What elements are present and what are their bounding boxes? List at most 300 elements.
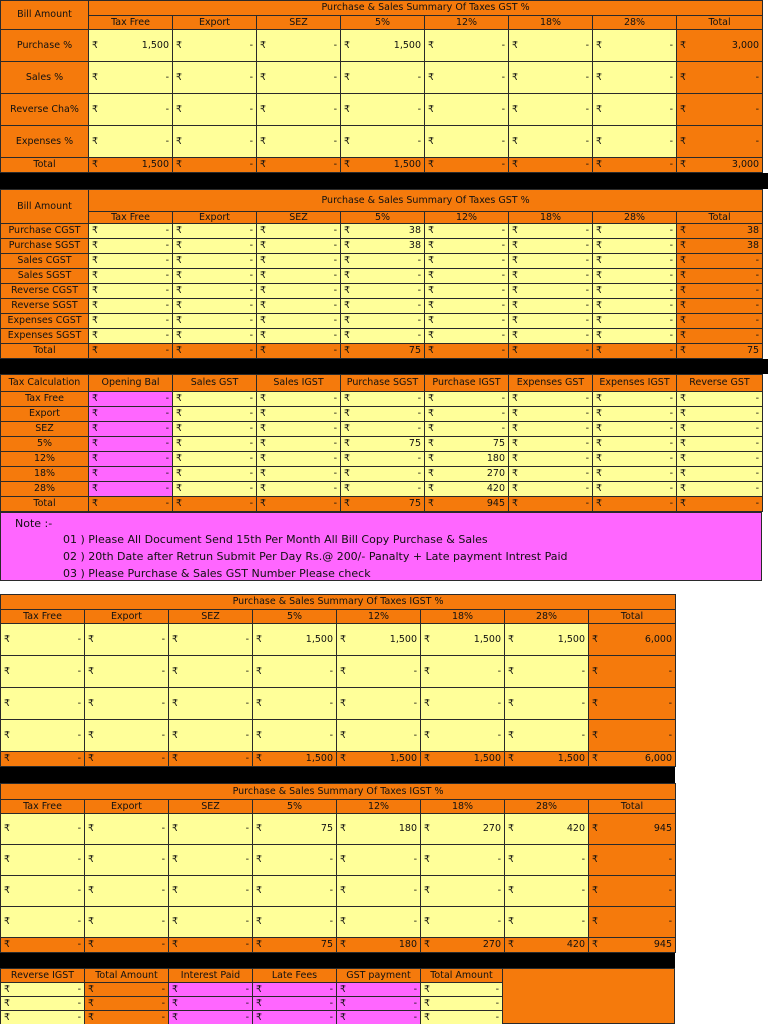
value-wrap (172, 814, 249, 844)
rupee-symbol: ₹ (176, 103, 183, 115)
value-cell (593, 126, 677, 158)
value-cell (257, 284, 341, 299)
value-wrap (256, 656, 333, 687)
value-wrap (260, 344, 337, 358)
value-text: - (413, 665, 417, 677)
rupee-symbol: ₹ (680, 240, 687, 252)
value-text: - (669, 240, 673, 252)
table-row (1, 482, 763, 497)
value-wrap (92, 497, 169, 511)
rupee-symbol: ₹ (260, 103, 267, 115)
value-text: 945 (653, 823, 673, 835)
value-wrap (344, 284, 421, 298)
value-cell (85, 845, 169, 876)
value-text: - (329, 854, 333, 866)
rupee-symbol: ₹ (344, 103, 351, 115)
value-text: - (161, 753, 165, 765)
value-cell (169, 876, 253, 907)
note-line: 01 ) Please All Document Send 15th Per Month All Bill Copy Purchase & Sales (63, 533, 488, 546)
rupee-symbol: ₹ (256, 1011, 263, 1023)
value-wrap (428, 422, 505, 436)
value-cell (425, 437, 509, 452)
table-row (1, 392, 763, 407)
value-text: - (333, 240, 337, 252)
table-row (1, 30, 763, 62)
rupee-symbol: ₹ (92, 135, 99, 147)
rupee-symbol: ₹ (680, 408, 687, 420)
rupee-symbol: ₹ (176, 423, 183, 435)
rupee-symbol: ₹ (596, 71, 603, 83)
value-wrap (512, 392, 589, 406)
row-label: Total (1, 158, 89, 173)
rupee-symbol: ₹ (596, 315, 603, 327)
value-wrap (680, 239, 759, 253)
value-cell (173, 497, 257, 512)
column-header: 28% (505, 610, 589, 624)
rupee-symbol: ₹ (340, 854, 347, 866)
value-cell (173, 224, 257, 239)
value-wrap (428, 467, 505, 481)
value-cell (337, 688, 421, 720)
value-text: - (329, 983, 333, 995)
value-wrap (508, 624, 585, 655)
value-wrap (172, 752, 249, 766)
column-header: Interest Paid (169, 969, 253, 983)
value-wrap (92, 329, 169, 343)
row-label: 28% (1, 482, 89, 497)
value-wrap (4, 656, 81, 687)
rupee-symbol: ₹ (172, 854, 179, 866)
value-text: 1,500 (389, 753, 417, 765)
rupee-symbol: ₹ (176, 135, 183, 147)
value-text: - (581, 916, 585, 928)
rupee-symbol: ₹ (512, 438, 519, 450)
rupee-symbol: ₹ (428, 159, 435, 171)
value-cell (593, 224, 677, 239)
value-cell (169, 938, 253, 953)
value-wrap (344, 30, 421, 61)
row-label: SEZ (1, 422, 89, 437)
rupee-symbol: ₹ (596, 103, 603, 115)
value-text: - (165, 330, 169, 342)
value-cell (593, 269, 677, 284)
value-text: - (495, 997, 499, 1009)
value-wrap (680, 299, 759, 313)
rupee-symbol: ₹ (92, 483, 99, 495)
value-wrap (340, 876, 417, 906)
value-wrap (88, 907, 165, 937)
column-header: Purchase IGST (425, 375, 509, 392)
value-cell (677, 329, 763, 344)
value-cell (589, 752, 676, 767)
rupee-symbol: ₹ (260, 483, 267, 495)
value-text: - (669, 71, 673, 83)
value-wrap (88, 688, 165, 719)
value-text: - (245, 729, 249, 741)
value-cell (173, 392, 257, 407)
value-text: - (249, 39, 253, 51)
table-row (1, 688, 676, 720)
rupee-symbol: ₹ (260, 255, 267, 267)
rupee-symbol: ₹ (344, 330, 351, 342)
value-cell (425, 467, 509, 482)
value-cell (505, 814, 589, 845)
value-text: - (249, 240, 253, 252)
value-wrap (596, 62, 673, 93)
rupee-symbol: ₹ (428, 270, 435, 282)
value-text: - (77, 916, 81, 928)
rupee-symbol: ₹ (176, 498, 183, 510)
rupee-symbol: ₹ (680, 453, 687, 465)
value-cell (1, 656, 85, 688)
value-text: - (495, 983, 499, 995)
value-text: - (669, 453, 673, 465)
value-text: - (249, 103, 253, 115)
value-wrap (512, 299, 589, 313)
rupee-symbol: ₹ (344, 285, 351, 297)
value-text: - (77, 983, 81, 995)
column-header: 18% (421, 800, 505, 814)
value-wrap (596, 239, 673, 253)
rupee-symbol: ₹ (428, 393, 435, 405)
value-wrap (92, 239, 169, 253)
rupee-symbol: ₹ (424, 854, 431, 866)
value-wrap (508, 752, 585, 766)
rupee-symbol: ₹ (512, 71, 519, 83)
empty-panel (502, 968, 675, 1024)
row-label: 12% (1, 452, 89, 467)
column-header: Expenses IGST (593, 375, 677, 392)
rupee-symbol: ₹ (256, 939, 263, 951)
row-label: 18% (1, 467, 89, 482)
value-cell (677, 482, 763, 497)
value-cell (677, 437, 763, 452)
value-cell (341, 407, 425, 422)
value-cell (85, 983, 169, 997)
row-label: Sales % (1, 62, 89, 94)
value-cell (677, 452, 763, 467)
value-cell (593, 239, 677, 254)
value-wrap (176, 407, 253, 421)
value-cell (337, 814, 421, 845)
value-wrap (344, 126, 421, 157)
value-cell (509, 314, 593, 329)
value-cell (89, 269, 173, 284)
value-text: - (161, 983, 165, 995)
value-cell (85, 814, 169, 845)
value-cell (85, 938, 169, 953)
value-wrap (344, 314, 421, 328)
rupee-symbol: ₹ (260, 345, 267, 357)
rupee-symbol: ₹ (592, 885, 599, 897)
value-wrap (260, 269, 337, 283)
value-wrap (88, 814, 165, 844)
value-text: - (669, 225, 673, 237)
value-cell (341, 269, 425, 284)
value-wrap (4, 688, 81, 719)
value-wrap (428, 254, 505, 268)
rupee-symbol: ₹ (172, 939, 179, 951)
value-text: - (755, 453, 759, 465)
igst-tax-summary-table (0, 783, 676, 953)
value-text: - (417, 423, 421, 435)
column-header: SEZ (257, 212, 341, 224)
value-text: - (417, 255, 421, 267)
value-text: - (501, 315, 505, 327)
rupee-symbol: ₹ (428, 71, 435, 83)
value-cell (677, 407, 763, 422)
value-cell (589, 845, 676, 876)
rupee-symbol: ₹ (424, 697, 431, 709)
value-cell (505, 938, 589, 953)
value-wrap (176, 467, 253, 481)
value-wrap (260, 467, 337, 481)
value-cell (253, 814, 337, 845)
value-text: 1,500 (557, 753, 585, 765)
value-text: - (669, 270, 673, 282)
rupee-symbol: ₹ (176, 438, 183, 450)
value-wrap (508, 876, 585, 906)
value-cell (173, 422, 257, 437)
value-text: - (165, 71, 169, 83)
value-cell (89, 467, 173, 482)
value-text: - (249, 393, 253, 405)
rupee-symbol: ₹ (172, 633, 179, 645)
rupee-symbol: ₹ (176, 453, 183, 465)
row-label: Sales SGST (1, 269, 89, 284)
value-wrap (512, 158, 589, 172)
rupee-symbol: ₹ (596, 453, 603, 465)
value-text: 6,000 (644, 753, 673, 765)
value-cell (509, 344, 593, 359)
value-cell (421, 845, 505, 876)
rupee-symbol: ₹ (680, 225, 687, 237)
value-wrap (4, 624, 81, 655)
value-wrap (512, 422, 589, 436)
value-wrap (344, 482, 421, 496)
gst-summary-table (0, 0, 763, 173)
rupee-symbol: ₹ (88, 697, 95, 709)
value-text: - (669, 483, 673, 495)
column-header: Total (677, 212, 763, 224)
value-cell (1, 752, 85, 767)
value-text: - (755, 315, 760, 327)
rupee-symbol: ₹ (4, 753, 11, 765)
rupee-symbol: ₹ (260, 498, 267, 510)
value-cell (89, 94, 173, 126)
value-text: - (245, 939, 249, 951)
value-wrap (344, 94, 421, 125)
value-text: - (501, 159, 505, 171)
value-text: - (333, 71, 337, 83)
value-wrap (256, 938, 333, 952)
value-cell (593, 392, 677, 407)
value-wrap (92, 407, 169, 421)
value-text: - (165, 393, 169, 405)
value-text: - (329, 885, 333, 897)
value-cell (89, 344, 173, 359)
rupee-symbol: ₹ (340, 916, 347, 928)
value-text: - (165, 423, 169, 435)
value-cell (677, 284, 763, 299)
rupee-symbol: ₹ (260, 300, 267, 312)
value-text: - (161, 665, 165, 677)
value-wrap (596, 224, 673, 238)
column-header: 5% (341, 212, 425, 224)
value-cell (593, 284, 677, 299)
value-cell (1, 907, 85, 938)
rupee-symbol: ₹ (596, 483, 603, 495)
value-text: - (249, 285, 253, 297)
rupee-symbol: ₹ (4, 697, 11, 709)
value-cell (253, 876, 337, 907)
value-text: 75 (320, 823, 333, 835)
value-wrap (256, 997, 333, 1010)
value-wrap (172, 688, 249, 719)
column-header: SEZ (169, 610, 253, 624)
rupee-symbol: ₹ (512, 285, 519, 297)
rupee-symbol: ₹ (592, 939, 599, 951)
value-wrap (512, 329, 589, 343)
value-text: - (669, 103, 673, 115)
value-cell (341, 299, 425, 314)
value-text: - (501, 71, 505, 83)
value-cell (85, 624, 169, 656)
value-text: - (755, 135, 760, 147)
value-wrap (428, 407, 505, 421)
rupee-symbol: ₹ (680, 315, 687, 327)
value-text: - (77, 997, 81, 1009)
value-wrap (592, 688, 672, 719)
value-wrap (172, 997, 249, 1010)
value-cell (509, 422, 593, 437)
value-text: - (417, 483, 421, 495)
value-cell (593, 62, 677, 94)
value-text: 6,000 (644, 633, 673, 645)
value-text: - (249, 483, 253, 495)
rupee-symbol: ₹ (172, 729, 179, 741)
rupee-symbol: ₹ (596, 408, 603, 420)
value-text: - (581, 854, 585, 866)
value-text: - (77, 939, 81, 951)
value-wrap (596, 158, 673, 172)
value-text: - (413, 916, 417, 928)
value-wrap (428, 329, 505, 343)
value-text: - (501, 240, 505, 252)
value-wrap (260, 422, 337, 436)
rupee-symbol: ₹ (596, 225, 603, 237)
value-wrap (176, 62, 253, 93)
value-cell (341, 437, 425, 452)
table-row (1, 314, 763, 329)
value-wrap (4, 983, 81, 996)
rupee-symbol: ₹ (344, 468, 351, 480)
value-cell (505, 688, 589, 720)
table-row (1, 1, 763, 16)
value-wrap (176, 126, 253, 157)
rupee-symbol: ₹ (596, 39, 603, 51)
value-wrap (344, 299, 421, 313)
table-row (1, 624, 676, 656)
value-wrap (176, 497, 253, 511)
rupee-symbol: ₹ (340, 997, 347, 1009)
value-text: - (249, 408, 253, 420)
value-text: 420 (486, 483, 505, 495)
rupee-symbol: ₹ (340, 983, 347, 995)
value-wrap (4, 752, 81, 766)
value-text: - (417, 315, 421, 327)
table-row (1, 407, 763, 422)
rupee-symbol: ₹ (176, 468, 183, 480)
corner-header: Bill Amount (1, 1, 89, 30)
row-label: Expenses SGST (1, 329, 89, 344)
column-header: Tax Free (89, 16, 173, 30)
value-cell (341, 467, 425, 482)
value-text: - (585, 453, 589, 465)
value-wrap (596, 452, 673, 466)
value-wrap (4, 720, 81, 751)
value-text: - (585, 468, 589, 480)
value-cell (421, 752, 505, 767)
rupee-symbol: ₹ (340, 633, 347, 645)
value-cell (425, 62, 509, 94)
value-cell (257, 224, 341, 239)
value-wrap (92, 126, 169, 157)
rupee-symbol: ₹ (428, 453, 435, 465)
value-wrap (428, 224, 505, 238)
value-wrap (256, 720, 333, 751)
table-row (1, 720, 676, 752)
rupee-symbol: ₹ (596, 393, 603, 405)
value-wrap (176, 254, 253, 268)
value-cell (509, 482, 593, 497)
column-header: Total (677, 16, 763, 30)
value-cell (341, 30, 425, 62)
value-cell (89, 329, 173, 344)
value-cell (509, 269, 593, 284)
value-cell (1, 876, 85, 907)
table-row (1, 254, 763, 269)
value-text: - (501, 135, 505, 147)
value-wrap (260, 284, 337, 298)
table-row (1, 16, 763, 30)
value-cell (173, 344, 257, 359)
rupee-symbol: ₹ (512, 408, 519, 420)
rupee-symbol: ₹ (344, 345, 351, 357)
value-wrap (88, 997, 165, 1010)
table-row (1, 437, 763, 452)
value-cell (505, 907, 589, 938)
value-text: - (161, 885, 165, 897)
rupee-symbol: ₹ (344, 135, 351, 147)
value-text: - (329, 997, 333, 1009)
value-text: 3,000 (731, 39, 760, 51)
table-row (1, 190, 763, 212)
value-text: - (249, 423, 253, 435)
rupee-symbol: ₹ (92, 453, 99, 465)
value-cell (425, 158, 509, 173)
value-text: - (497, 854, 501, 866)
value-wrap (592, 624, 672, 655)
value-wrap (340, 845, 417, 875)
value-cell (425, 407, 509, 422)
rupee-symbol: ₹ (596, 159, 603, 171)
value-cell (253, 1011, 337, 1024)
rupee-symbol: ₹ (512, 103, 519, 115)
value-text: - (165, 453, 169, 465)
row-label: Purchase SGST (1, 239, 89, 254)
value-text: - (669, 285, 673, 297)
